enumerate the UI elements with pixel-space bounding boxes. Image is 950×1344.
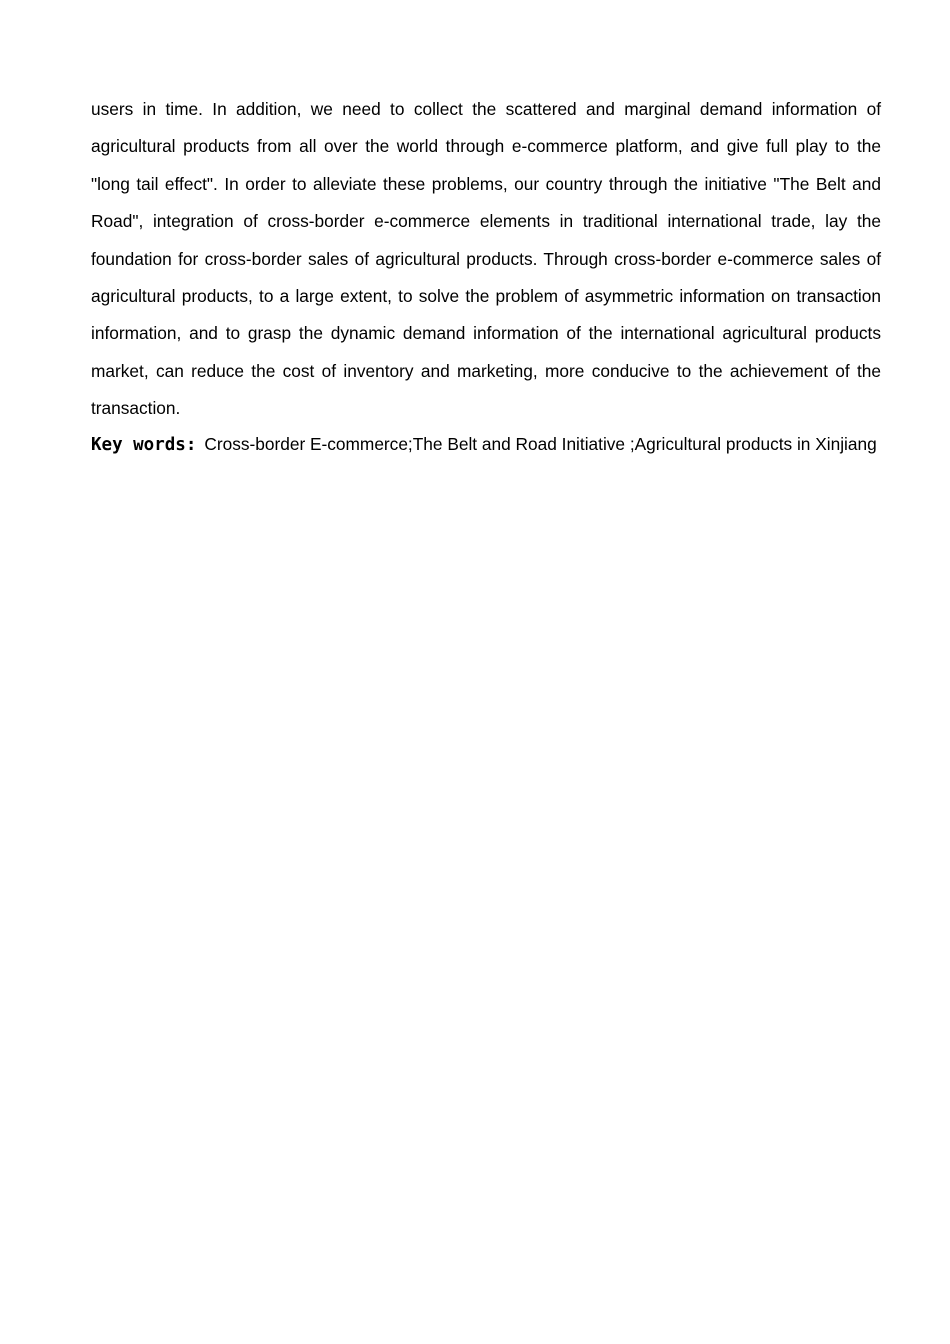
keywords-text: Cross-border E-commerce;The Belt and Road Initiative ;Agricultural products in Xinjiang (204, 434, 877, 454)
keywords-line (91, 432, 881, 457)
keywords-label: Key words: (91, 435, 197, 455)
abstract-paragraph: users in time. In addition, we need to collect the scattered and marginal demand information of agricultural products from all over the world through e-commerce platform, and give full play to the "long tail effect". In order to alleviate these problems, our country through the initiative "The Belt and Road", integration of cross-border e-commerce elements in traditional international trade, lay the foundation for cross-border sales of agricultural products. Through cross-border e-commerce sales of agricultural products, to a large extent, to solve the problem of asymmetric information on transaction information, and to grasp the dynamic demand information of the international agricultural products market, can reduce the cost of inventory and marketing, more conducive to the achievement of the transaction. (91, 99, 881, 419)
